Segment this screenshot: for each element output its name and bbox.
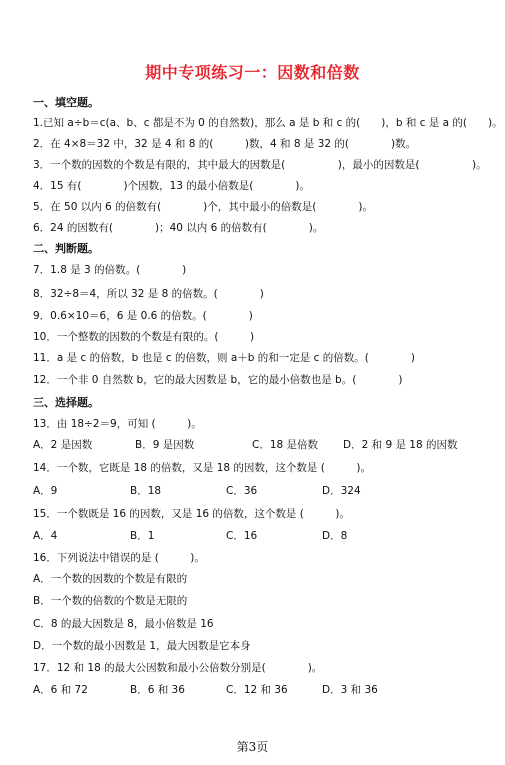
q13-option-b: B．9 是因数: [135, 439, 195, 451]
question-13: 13．由 18÷2＝9，可知 ( )。: [33, 418, 202, 430]
q16-option-b: B．一个数的倍数的个数是无限的: [33, 595, 188, 607]
q16-option-d: D．一个数的最小因数是 1，最大因数是它本身: [33, 640, 251, 652]
page-title: 期中专项练习一：因数和倍数: [145, 63, 360, 82]
q14-option-c: C．36: [226, 485, 258, 497]
q14-option-a: A．9: [33, 485, 58, 497]
question-1: 1.已知 a÷b＝c(a、b、c 都是不为 0 的自然数)，那么 a 是 b 和 c 的( )，b 和 c 是 a 的( )。: [33, 117, 503, 129]
question-15: 15．一个数既是 16 的因数，又是 16 的倍数，这个数是 ( )。: [33, 508, 350, 520]
question-17: 17．12 和 18 的最大公因数和最小公倍数分别是( )。: [33, 662, 323, 674]
q15-option-a: A．4: [33, 530, 58, 542]
q13-option-d: D．2 和 9 是 18 的因数: [343, 439, 458, 451]
q13-option-a: A．2 是因数: [33, 439, 93, 451]
section-heading-multiple-choice: 三、选择题。: [33, 396, 99, 409]
question-5: 5．在 50 以内 6 的倍数有( )个，其中最小的倍数是( )。: [33, 201, 373, 213]
q13-option-c: C．18 是倍数: [252, 439, 319, 451]
q16-option-c: C．8 的最大因数是 8，最小倍数是 16: [33, 618, 214, 630]
q14-option-d: D．324: [322, 485, 361, 497]
question-4: 4．15 有( )个因数，13 的最小倍数是( )。: [33, 180, 310, 192]
q17-option-c: C．12 和 36: [226, 684, 288, 696]
question-10: 10．一个整数的因数的个数是有限的。( ): [33, 331, 255, 343]
question-2: 2．在 4×8＝32 中，32 是 4 和 8 的( )数，4 和 8 是 32 的( )数。: [33, 138, 417, 150]
q17-option-b: B．6 和 36: [130, 684, 185, 696]
q14-option-b: B．18: [130, 485, 162, 497]
question-9: 9．0.6×10＝6，6 是 0.6 的倍数。( ): [33, 310, 253, 322]
question-16: 16．下列说法中错误的是 ( )。: [33, 552, 205, 564]
q15-option-b: B．1: [130, 530, 155, 542]
question-7: 7．1.8 是 3 的倍数。( ): [33, 264, 187, 276]
q15-option-c: C．16: [226, 530, 258, 542]
q15-option-d: D．8: [322, 530, 348, 542]
section-heading-true-false: 二、判断题。: [33, 242, 99, 255]
q16-option-a: A．一个数的因数的个数是有限的: [33, 573, 188, 585]
question-12: 12．一个非 0 自然数 b，它的最大因数是 b，它的最小倍数也是 b。( ): [33, 374, 403, 386]
question-8: 8．32÷8＝4，所以 32 是 8 的倍数。( ): [33, 288, 264, 300]
page-number: 第3页: [236, 740, 269, 754]
question-14: 14．一个数，它既是 18 的倍数，又是 18 的因数，这个数是 ( )。: [33, 462, 371, 474]
question-11: 11．a 是 c 的倍数，b 也是 c 的倍数，则 a＋b 的和一定是 c 的倍数。( ): [33, 352, 415, 364]
question-6: 6．24 的因数有( )；40 以内 6 的倍数有( )。: [33, 222, 324, 234]
question-3: 3．一个数的因数的个数是有限的，其中最大的因数是( )，最小的因数是( )。: [33, 159, 487, 171]
q17-option-a: A．6 和 72: [33, 684, 88, 696]
section-heading-fill-blank: 一、填空题。: [33, 96, 99, 109]
q17-option-d: D．3 和 36: [322, 684, 378, 696]
